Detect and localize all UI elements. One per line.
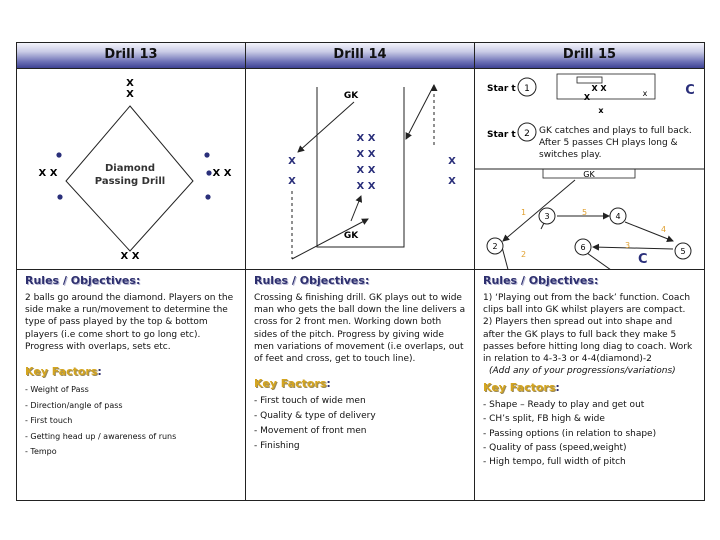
step-2-description: GK catches and plays to full back. After 5 passes CH plays long & switches play. (539, 126, 692, 160)
cone-marker (56, 152, 61, 157)
gk-label: GK (583, 170, 595, 179)
pass-number: 3 (625, 241, 631, 250)
wide-player-left: X (288, 176, 296, 187)
player-6-label: 6 (580, 243, 586, 252)
rules-text: 2 balls go around the diamond. Players on the side make a run/movement to determine the type of pass played by the top & bottom players (i.e come short to go long etc). Progress with overlaps, sets etc. (25, 293, 234, 352)
cone-marker (204, 152, 209, 157)
rules-text: 1) ‘Playing out from the back’ function. Coach clips ball into GK whilst players are compact. 2) Players then spread out into shape and after the GK plays to full back they make 5 passes before hitting long diag to coach. Work in relation to 4-3-3 or 4-4(diamond)-2 (483, 293, 693, 365)
compact-players: X X (591, 84, 607, 93)
diagram-title-line-1: Diamond (104, 163, 156, 174)
header-drill-14: Drill 14 (246, 43, 475, 69)
list-item: - Weight of Pass (25, 385, 89, 395)
pass-arrow (502, 247, 510, 270)
list-item: - Quality of pass (speed,weight) (483, 442, 627, 453)
player-4-label: 4 (615, 212, 621, 221)
bottom-players: X X (120, 251, 140, 262)
drill-14-text (246, 270, 475, 500)
list-item: - High tempo, full width of pitch (483, 457, 626, 468)
step-1-number: 1 (524, 84, 530, 94)
pass-number: 4 (661, 225, 667, 234)
key-factors-title: Key Factors: (254, 377, 331, 391)
drill-15-text (475, 270, 704, 500)
goal (577, 77, 602, 83)
coach-bottom: C (638, 252, 648, 267)
drill-15-diagram (475, 69, 704, 270)
pass-number: 1 (521, 208, 527, 217)
key-factors-title: Key Factors: (25, 365, 102, 379)
player-3-label: 3 (544, 212, 550, 221)
rules-text: Crossing & finishing drill. GK plays out to wide man who gets the ball down the line delivers a cross for 2 front men. Working down both sides of the pitch. Progress by giving wide men variations of movement (i.e overlaps, out of feet and cross, get to touch line). (254, 293, 466, 365)
wide-player-left: X (288, 156, 296, 167)
pass-arrow (593, 247, 673, 249)
diamond-diagram (17, 69, 246, 270)
player-2-label: 2 (492, 242, 498, 251)
front-players-row: X X (356, 181, 376, 192)
compact-players: X (583, 93, 591, 102)
list-item: - Direction/angle of pass (25, 400, 123, 410)
key-factors-title: Key Factors: (483, 381, 560, 395)
compact-players: x (642, 89, 648, 98)
key-factors-list (254, 394, 466, 454)
list-item: - First touch (25, 416, 73, 426)
pass-arrow (503, 180, 575, 241)
rules-title: Rules / Objectives: (254, 274, 370, 287)
rules-note: (Add any of your progressions/variations) (489, 366, 676, 377)
list-item: - First touch of wide men (254, 396, 366, 407)
list-item: - Quality & type of delivery (254, 411, 376, 422)
right-players: X X (212, 168, 232, 179)
drill-13-diagram (17, 69, 246, 270)
gk-bottom: GK (343, 231, 359, 241)
front-players-row: X X (356, 149, 376, 160)
crossing-diagram (246, 69, 475, 270)
compact-players: x (598, 106, 604, 115)
list-item: - Getting head up / awareness of runs (25, 431, 177, 441)
cone-marker (205, 194, 210, 199)
diagram-title-line-2: Passing Drill (94, 176, 166, 187)
long-pass-arrow (587, 253, 635, 270)
pass-arrow (351, 196, 361, 221)
wide-player-right: X (448, 156, 456, 167)
top-player-2: X (126, 89, 134, 100)
list-item: - Shape – Ready to play and get out (483, 400, 645, 411)
wide-player-right: X (448, 176, 456, 187)
pass-arrow (298, 102, 354, 152)
cone-marker (57, 194, 62, 199)
coach-top: C (685, 83, 695, 98)
start-2-label: Star t (487, 130, 516, 140)
rules-title: Rules / Objectives: (25, 274, 141, 287)
header-drill-13: Drill 13 (17, 43, 246, 69)
drills-table (16, 42, 705, 501)
top-player-1: X (126, 78, 134, 89)
gk-top: GK (343, 91, 359, 101)
player-5-label: 5 (680, 247, 686, 256)
start-1-label: Star t (487, 84, 516, 94)
key-factors-list (25, 382, 237, 460)
pass-number: 5 (582, 208, 588, 217)
cross-arrow (406, 85, 434, 139)
list-item: - Movement of front men (254, 426, 367, 437)
step-2-number: 2 (524, 129, 530, 139)
list-item: - CH’s split, FB high & wide (483, 414, 605, 425)
front-players-row: X X (356, 133, 376, 144)
key-factors-list (483, 398, 696, 469)
list-item: - Passing options (in relation to shape) (483, 428, 657, 439)
rules-title: Rules / Objectives: (483, 274, 599, 287)
list-item: - Tempo (25, 447, 57, 457)
list-item: - Finishing (254, 441, 300, 452)
cone-marker (206, 170, 211, 175)
drill-13-text (17, 270, 246, 500)
left-players: X X (38, 168, 58, 179)
build-up-diagram (475, 69, 704, 270)
front-players-row: X X (356, 165, 376, 176)
header-drill-15: Drill 15 (475, 43, 704, 69)
drill-14-diagram (246, 69, 475, 270)
pass-number: 2 (521, 250, 527, 259)
